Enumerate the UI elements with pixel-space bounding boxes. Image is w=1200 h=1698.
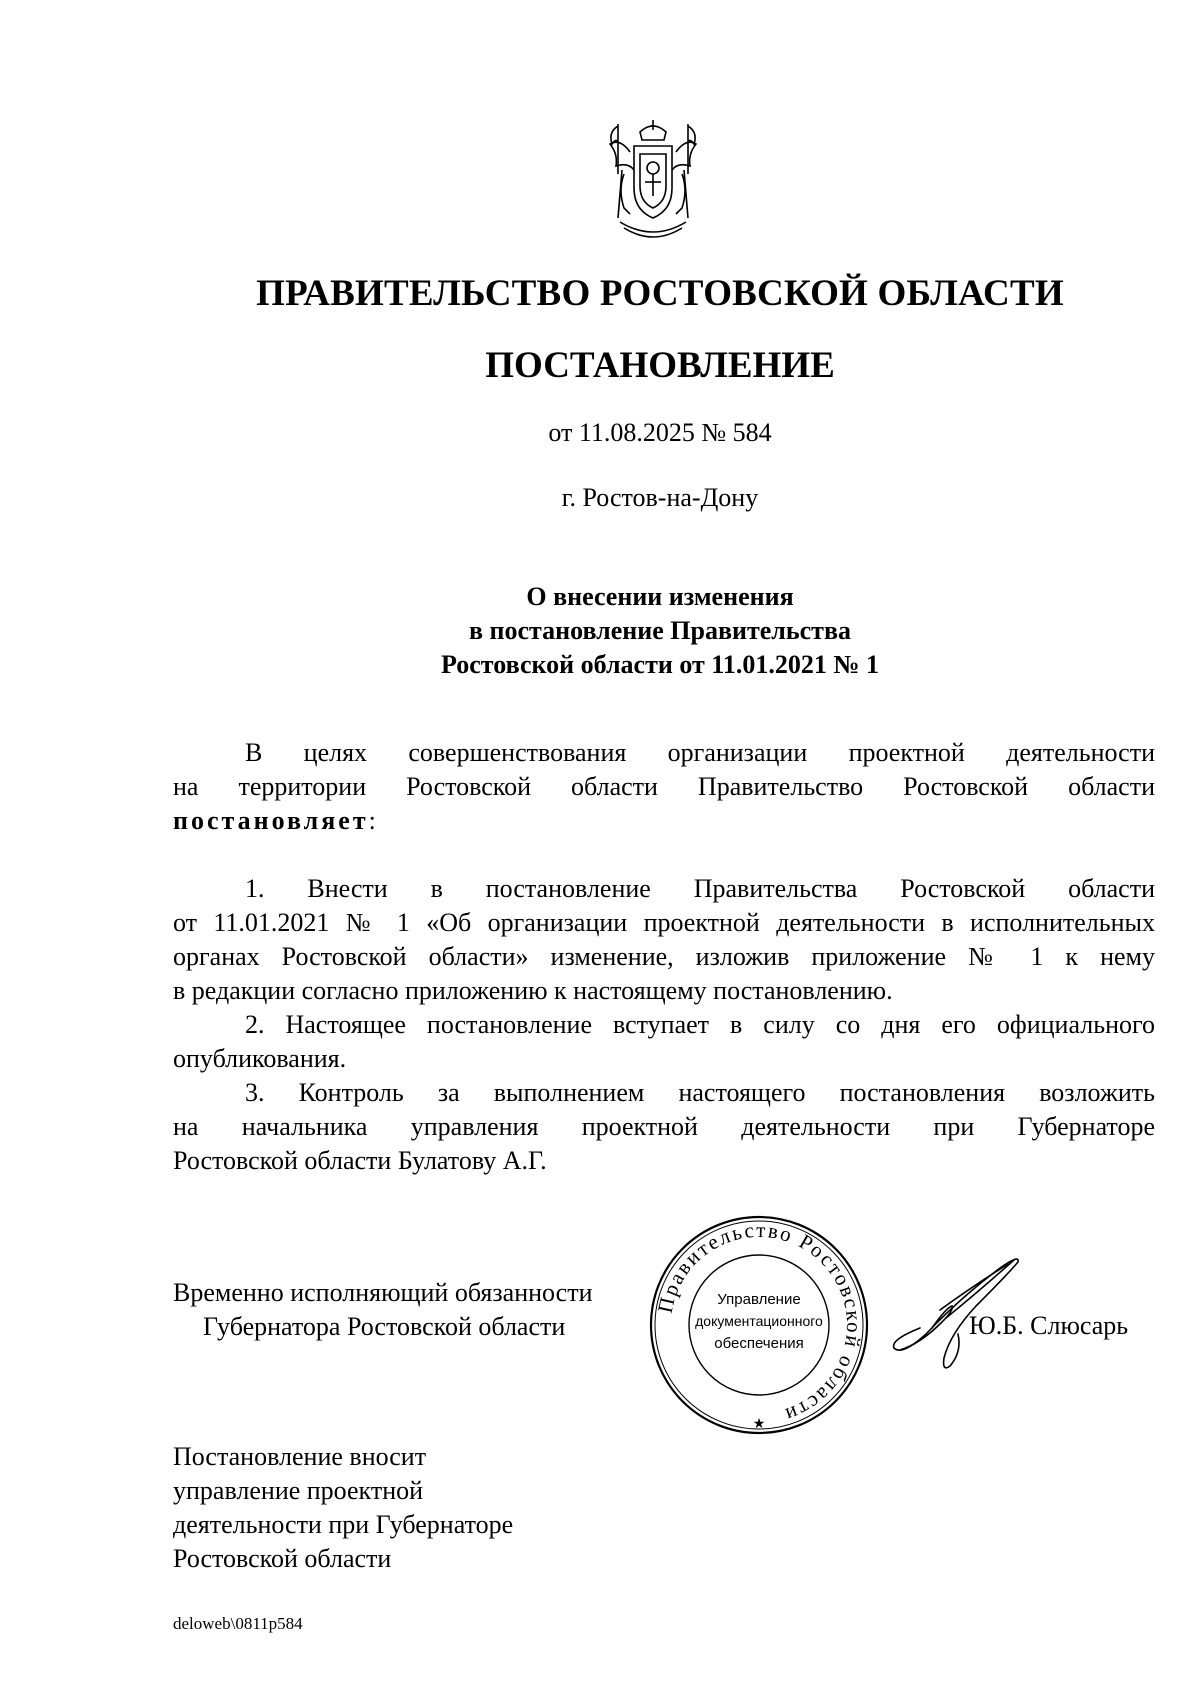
signer-position-line: Губернатора Ростовской области: [203, 1312, 566, 1341]
preamble-paragraph: [173, 736, 1155, 838]
stamp-outer-text: Правительство Ростовской области: [652, 1217, 867, 1428]
stamp-inner-line: обеспечения: [714, 1335, 804, 1352]
operative-items: [173, 872, 1155, 1178]
item-line: 1. Внести в постановление Правительства Ростовской области: [245, 874, 1155, 903]
stamp-inner-line: документационного: [695, 1313, 823, 1329]
signer-position: [173, 1276, 593, 1344]
stamp-star-icon: ★: [752, 1416, 766, 1432]
item-line: опубликования.: [173, 1044, 347, 1073]
signer-name: Ю.Б. Слюсарь: [969, 1311, 1129, 1340]
organization-title: ПРАВИТЕЛЬСТВО РОСТОВСКОЙ ОБЛАСТИ: [256, 273, 1064, 314]
signer-position-line: Временно исполняющий обязанности: [173, 1278, 593, 1307]
item-line: органах Ростовской области» изменение, изложив приложение № 1 к нему: [173, 942, 1155, 971]
submitter-line: управление проектной: [173, 1476, 424, 1505]
document-subject: [0, 580, 1200, 682]
subject-line: Ростовской области от 11.01.2021 № 1: [441, 650, 879, 679]
stamp-inner-line: Управление: [717, 1291, 801, 1308]
decree-line: [173, 804, 1155, 838]
submitter-note: [173, 1440, 513, 1576]
preamble-line: на территории Ростовской области Правительство Ростовской области: [173, 772, 1155, 801]
coat-of-arms-icon: [600, 118, 706, 248]
decree-word: постановляет: [173, 806, 369, 835]
decree-colon: :: [368, 806, 376, 835]
official-stamp: [644, 1210, 874, 1440]
subject-line: О внесении изменения: [526, 582, 794, 611]
file-reference: deloweb\0811p584: [173, 1614, 303, 1633]
item-line: на начальника управления проектной деятельности при Губернаторе: [173, 1112, 1155, 1141]
document-type: ПОСТАНОВЛЕНИЕ: [485, 345, 835, 386]
document-date-number: от 11.08.2025 № 584: [548, 418, 772, 447]
document-city: г. Ростов-на-Дону: [561, 483, 759, 512]
item-line: Ростовской области Булатову А.Г.: [173, 1146, 547, 1175]
submitter-line: Постановление вносит: [173, 1442, 427, 1471]
item-line: 2. Настоящее постановление вступает в силу со дня его официального: [245, 1010, 1155, 1039]
submitter-line: Ростовской области: [173, 1544, 392, 1573]
item-line: 3. Контроль за выполнением настоящего постановления возложить: [245, 1078, 1155, 1107]
subject-line: в постановление Правительства: [468, 616, 851, 645]
item-line: от 11.01.2021 № 1 «Об организации проектной деятельности в исполнительных: [173, 908, 1155, 937]
item-line: в редакции согласно приложению к настоящему постановлению.: [173, 976, 893, 1005]
preamble-line: В целях совершенствования организации проектной деятельности: [245, 738, 1155, 767]
submitter-line: деятельности при Губернаторе: [173, 1510, 514, 1539]
